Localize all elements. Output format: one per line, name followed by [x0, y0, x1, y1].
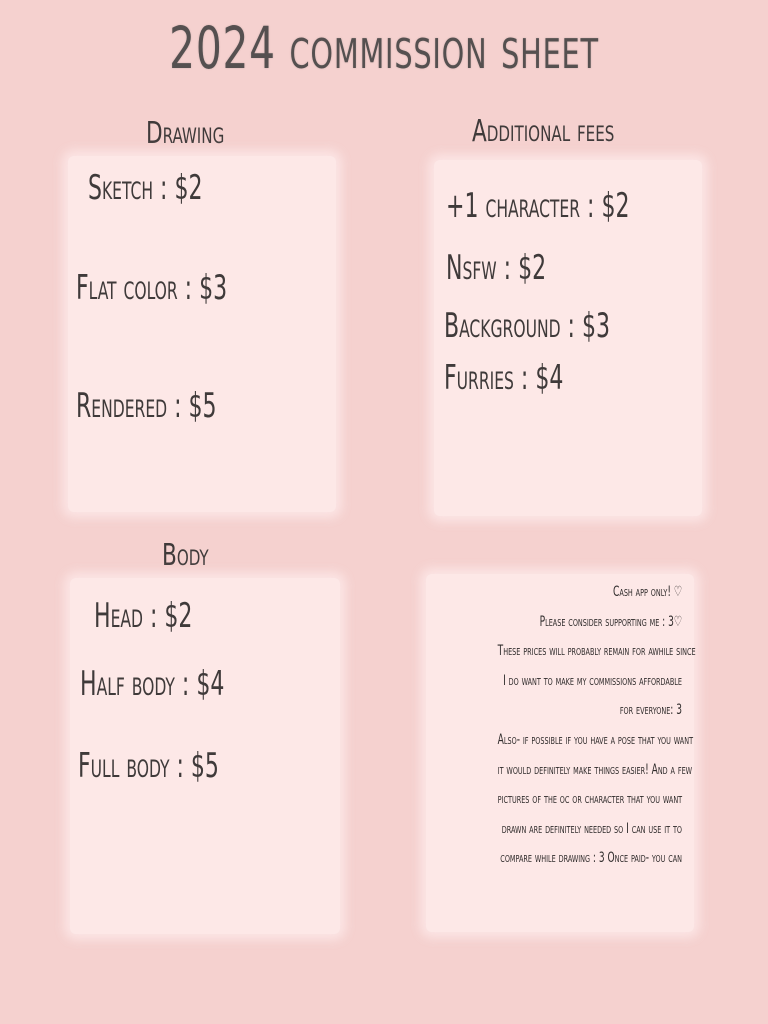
fee-item-furries: Furries : $4 [444, 358, 564, 398]
body-heading: Body [162, 538, 209, 573]
notes-text [426, 578, 696, 874]
note-line: Also- if possible if you have a pose that you want [497, 731, 694, 748]
note-line: drawn are definitely needed so I can use it to [501, 820, 682, 837]
note-line-payment: Cash app only! ♡ [613, 584, 682, 600]
body-item-head: Head : $2 [94, 596, 193, 636]
drawing-card [68, 156, 336, 512]
note-line: compare while drawing : 3 Once paid- you can [500, 850, 682, 867]
note-line: it would definitely make things easier! And a few [497, 761, 693, 778]
note-line: pictures of the oc or character that you want [497, 791, 683, 808]
drawing-heading: Drawing [146, 116, 225, 151]
body-item-full-body: Full body : $5 [78, 746, 219, 786]
drawing-item-sketch: Sketch : $2 [88, 168, 203, 208]
fee-item-extra-character: +1 character : $2 [446, 186, 630, 226]
note-line: I do want to make my commissions affordable [503, 672, 682, 689]
note-line: for everyone: 3 [619, 702, 682, 719]
drawing-item-rendered: Rendered : $5 [76, 386, 217, 426]
fee-item-nsfw: Nsfw : $2 [446, 248, 547, 288]
note-line-support: Please consider supporting me : 3♡ [539, 613, 682, 630]
drawing-item-flat-color: Flat color : $3 [76, 268, 228, 308]
page-title: 2024 commission sheet [169, 14, 599, 82]
additional-fees-heading: Additional fees [472, 114, 615, 149]
note-line: These prices will probably remain for awhile since [497, 643, 696, 660]
fee-item-background: Background : $3 [444, 306, 610, 346]
body-item-half-body: Half body : $4 [80, 664, 225, 704]
